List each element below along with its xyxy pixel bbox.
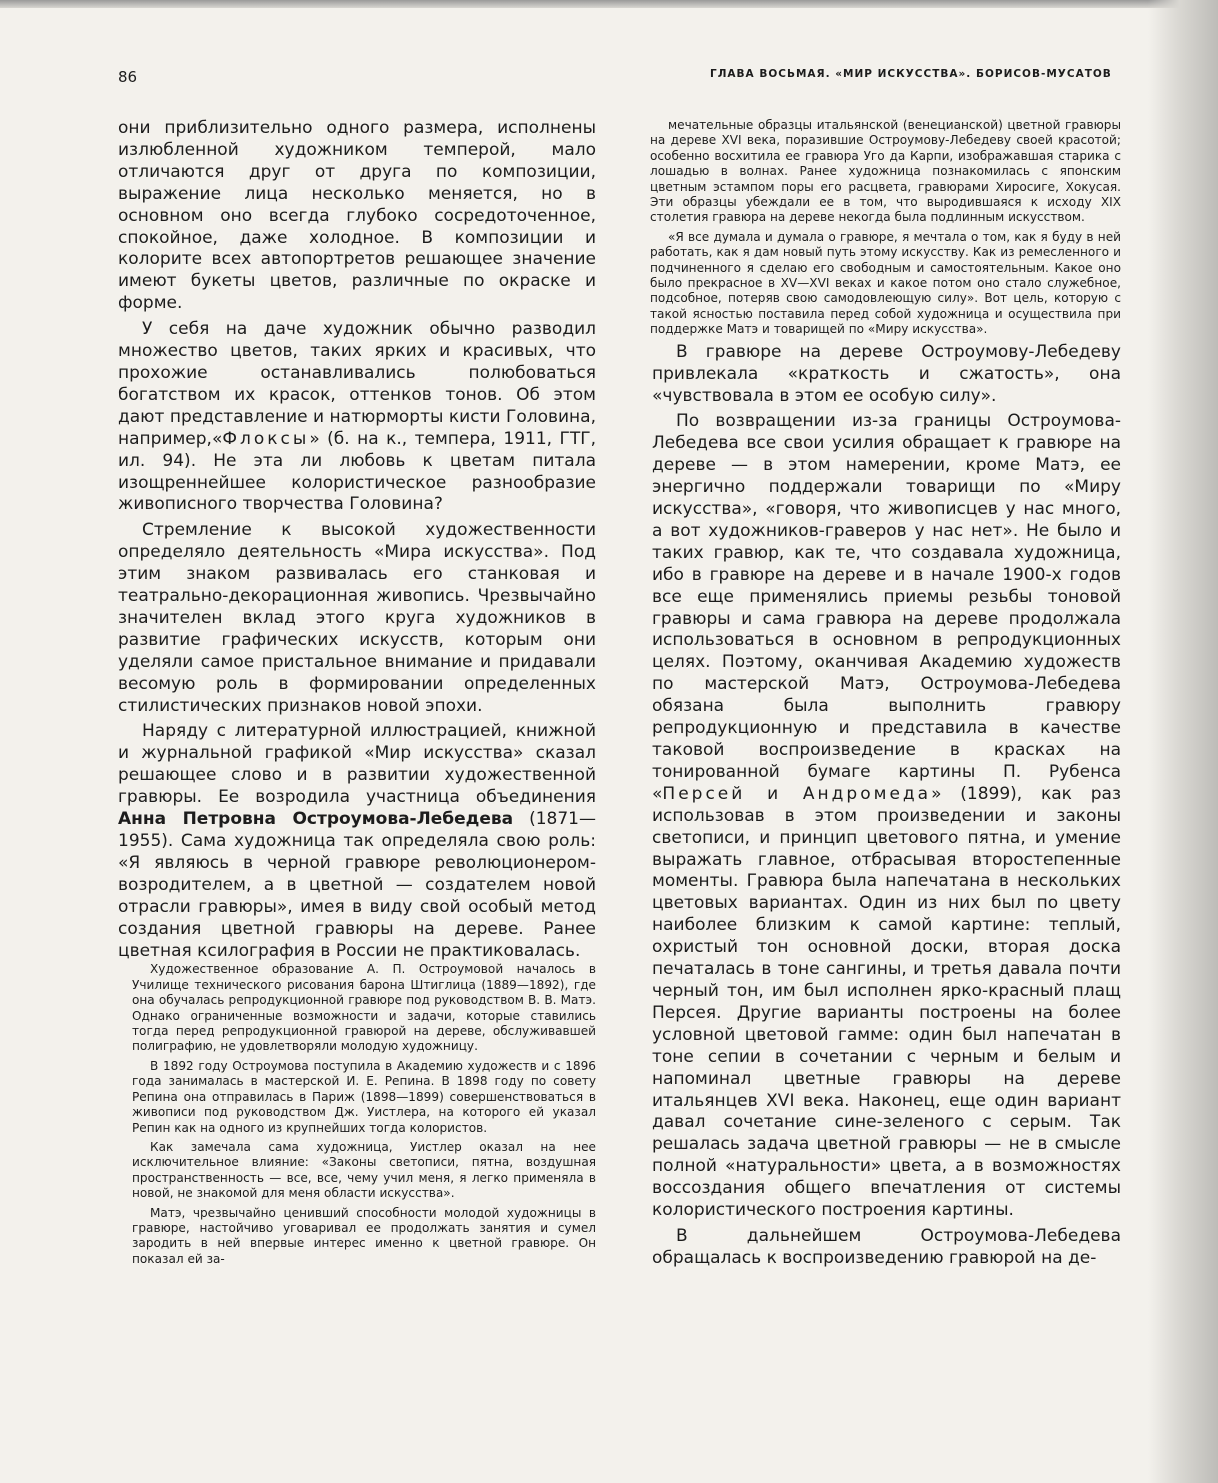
small-print-note: В 1892 году Остроумова поступила в Академию художеств и с 1896 года занималась в мастерской И. Е. Репина. В 1898 году по совету Репина она отправилась в Париж (1898—1899) совершенствоваться в живописи под руководством Дж. Уистлера, на которого ей указал Репин как на одного из крупнейших тогда колористов. <box>132 1058 596 1135</box>
small-print-note: Матэ, чрезвычайно ценивший способности молодой художницы в гравюре, настойчиво уговаривал ее продолжать занятия и сумел зародить в ней впервые интерес именно к цветной гравюре. Он показал ей за- <box>132 1205 596 1266</box>
artist-name: Анна Петровна Остроумова-Лебедева <box>118 809 514 830</box>
paragraph: По возвращении из-за границы Остроумова-Лебедева все свои усилия обращает к гравюре на дереве — в этом намерении, кроме Матэ, ее энергично поддержали товарищи по «Миру искусства», «говоря, что живописцев у нас много, а вот художников-граверов у нас нет». Не было и таких гравюр, как те, что создавала художница, ибо в гравюре на дереве и в начале 1900-х годов все еще применялись приемы резьбы тоновой гравюры и сама гравюра на дереве продолжала использоваться в основном в репродукционных целях. Поэтому, оканчивая Академию художеств по мастерской Матэ, Остроумова-Лебедева обязана была выполнить гравюру репродукционную и представила в качестве таковой воспроизведение в красках на тонированной бумаге картины П. Рубенса «Персей и Андромеда» (1899), как раз использовав в этом произведении и законы светописи, и принцип цветового пятна, и умение выражать главное, отбрасывая второстепенные моменты. Гравюра была напечатана в нескольких цветовых вариантах. Один из них был по цвету наиболее близким к самой картине: теплый, охристый тон основной доски, вторая доска печаталась в тоне сангины, и третья давала почти черный тон, им был исполнен ярко-красный плащ Персея. Другие варианты построены на более условной цветовой гамме: один был напечатан в тоне сепии в сочетании с черным и белым и напоминал цветные гравюры на дереве итальянцев XVI века. Наконец, еще один вариант давал сочетание сине-зеленого с серым. Так решалась задача цветной гравюры — не в смысле полной «натуральности» цвета, а в возможностях воссоздания общего впечатления от системы колористического построения картины. <box>652 411 1121 1221</box>
artwork-title: Флоксы <box>222 428 310 449</box>
paragraph: В дальнейшем Остроумова-Лебедева обращалась к воспроизведению гравюрой на де- <box>652 1225 1121 1268</box>
left-column <box>118 118 596 1267</box>
book-spine-shadow <box>1148 0 1218 1483</box>
small-print-note: «Я все думала и думала о гравюре, я мечтала о том, как я буду в ней работать, как я дам новый путь этому искусству. Как из ремесленного и подчиненного я сделаю его свободным и самостоятельным. Какое оно было прекрасное в XV—XVI веках и какое потом оно стало служебное, подсобное, потеряв свою самодовлеющую силу». Вот цель, которую с такой ясностью поставила перед собой художница и осуществила при поддержке Матэ и товарищей по «Миру искусства». <box>650 229 1121 337</box>
small-print-note: Художественное образование А. П. Остроумовой началось в Училище технического рисования барона Штиглица (1889—1892), где она обучалась репродукционной гравюре под руководством В. В. Матэ. Однако ограниченные возможности и задачи, которые ставились тогда перед репродукционной гравюрой на дереве, обслуживавшей полиграфию, не удовлетворяли молодую художницу. <box>132 962 596 1054</box>
paragraph: В гравюре на дереве Остроумову-Лебедеву привлекала «краткость и сжатость», она «чувствовала в этом ее особую силу». <box>652 341 1121 406</box>
small-print-note: Как замечала сама художница, Уистлер оказал на нее исключительное влияние: «Законы светописи, пятна, воздушная пространственность — все, все, чему учил меня, я легко применяла в новой, не знакомой для меня области искусства». <box>132 1139 596 1201</box>
paragraph: они приблизительно одного размера, исполнены излюбленной художником темперой, мало отличаются друг от друга по композиции, выражение лица несколько меняется, но в основном оно всегда глубоко сосредоточенное, спокойное, даже холодное. В композиции и колорите всех автопортретов решающее значение имеют букеты цветов, различные по окраске и форме. <box>118 118 596 314</box>
page-number: 86 <box>118 68 138 86</box>
scan-top-edge <box>0 0 1218 8</box>
running-head: ГЛАВА ВОСЬМАЯ. «МИР ИСКУССТВА». БОРИСОВ-МУСАТОВ <box>710 68 1112 80</box>
small-print-note: мечательные образцы итальянской (венецианской) цветной гравюры на дереве XVI века, поразившие Остроумову-Лебедеву своей красотой; особенно восхитила ее гравюра Уго да Карпи, изображавшая старика с лошадью в волнах. Ранее художница познакомилась с японским цветным эстампом поры его расцвета, гравюрами Хиросиге, Хокусая. Эти образцы убеждали ее в том, что выродившаяся к исходу XIX столетия гравюра на дереве некогда была подлинным искусством. <box>650 118 1121 225</box>
paragraph: Наряду с литературной иллюстрацией, книжной и журнальной графикой «Мир искусства» сказал решающее слово и в развитии художественной гравюры. Ее возродила участница объединения Анна Петровна Остроумова-Лебедева (1871—1955). Сама художница так определяла свою роль: «Я являюсь в черной гравюре революционером-возродителем, а в цветной — создателем новой отрасли гравюры», имея в виду свой особый метод создания цветной гравюры на дереве. Ранее цветная ксилография в России не практиковалась. <box>118 721 596 961</box>
right-column <box>646 118 1121 1270</box>
artwork-title: Персей и Андромеда <box>662 783 932 804</box>
paragraph: Стремление к высокой художественности определяло деятельность «Мира искусства». Под этим знаком развивалась его станковая и театрально-декорационная живопись. Чрезвычайно значителен вклад этого круга художников в развитие графических искусств, которым они уделяли самое пристальное внимание и придавали весомую роль в формировании определенных стилистических признаков новой эпохи. <box>118 520 596 716</box>
paragraph: У себя на даче художник обычно разводил множество цветов, таких ярких и красивых, что прохожие останавливались полюбоваться богатством их красок, оттенков тонов. Об этом дают представление и натюрморты кисти Головина, например,«Флоксы» (б. на к., темпера, 1911, ГТГ, ил. 94). Не эта ли любовь к цветам питала изощреннейшее колористическое разнообразие живописного творчества Головина? <box>118 319 596 515</box>
